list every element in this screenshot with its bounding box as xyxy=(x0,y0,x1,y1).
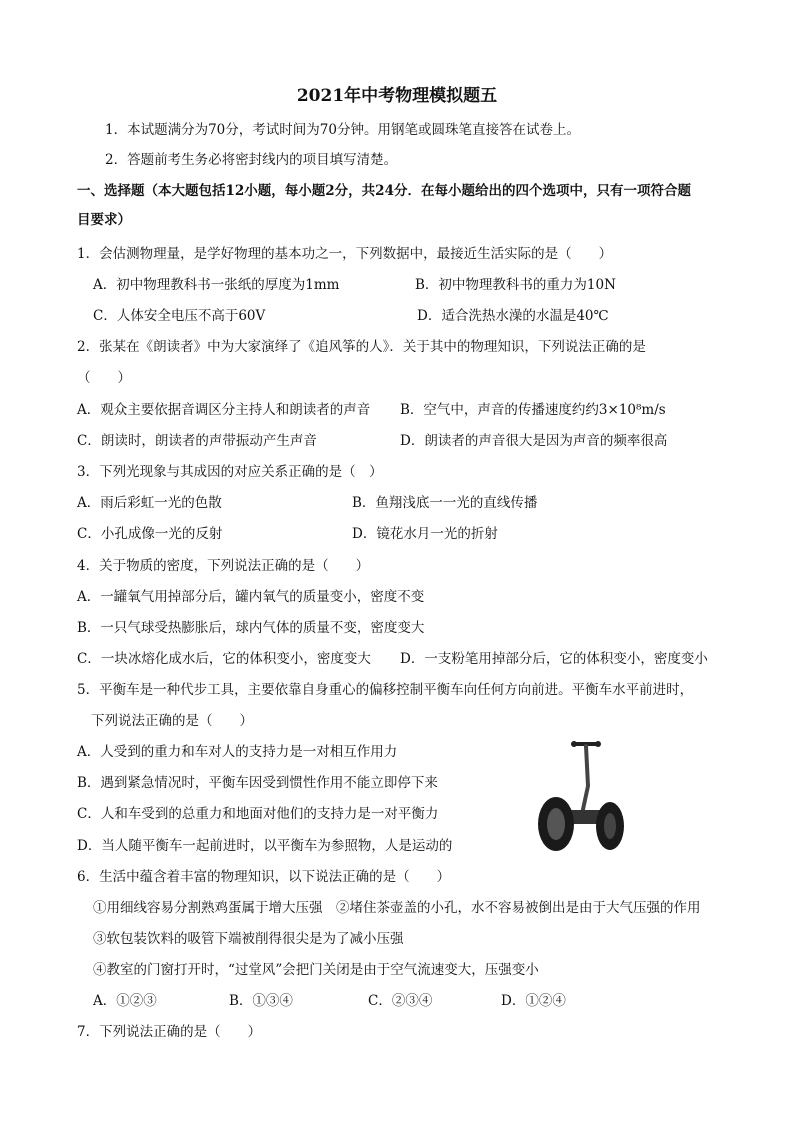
question-6-statement-3: ③软包装饮料的吸管下端被削得很尖是为了减小压强 xyxy=(93,931,404,947)
question-2-option-d: D．朗读者的声音很大是因为声音的频率很高 xyxy=(400,433,668,449)
question-1-option-a: A．初中物理教科书一张纸的厚度为1mm xyxy=(93,277,340,293)
section-heading-line-1: 一、选择题（本大题包括12小题，每小题2分，共24分．在每小题给出的四个选项中，只有一项符合题 xyxy=(77,183,691,199)
question-6-statement-1-2: ①用细线容易分割熟鸡蛋属于增大压强 ②堵住茶壶盖的小孔，水不容易被倒出是由于大气压强的作用 xyxy=(93,900,701,916)
question-5-stem-line-2: 下列说法正确的是（ ） xyxy=(91,713,253,729)
question-6-option-d: D．①②④ xyxy=(501,993,566,1009)
question-6-option-b: B．①③④ xyxy=(229,993,293,1009)
question-2-stem: 2．张某在《朗读者》中为大家演绎了《追风筝的人》．关于其中的物理知识，下列说法正确的是 xyxy=(77,339,646,355)
question-2-option-a: A．观众主要依据音调区分主持人和朗读者的声音 xyxy=(77,402,371,418)
exam-title: 2021年中考物理模拟题五 xyxy=(296,86,498,106)
question-1-option-b: B．初中物理教科书的重力为10N xyxy=(415,277,616,293)
question-4-option-c: C．一块冰熔化成水后，它的体积变小，密度变大 xyxy=(77,651,371,667)
question-1-stem: 1．会估测物理量，是学好物理的基本功之一，下列数据中，最接近生活实际的是（ ） xyxy=(77,246,613,262)
question-6-option-c: C．②③④ xyxy=(368,993,433,1009)
question-2-option-c: C．朗读时，朗读者的声带振动产生声音 xyxy=(77,433,317,449)
balance-scooter-image xyxy=(530,736,630,856)
question-7-stem: 7．下列说法正确的是（ ） xyxy=(77,1024,262,1040)
note-2: 2．答题前考生务必将密封线内的项目填写清楚。 xyxy=(105,152,398,168)
question-5-option-c: C．人和车受到的总重力和地面对他们的支持力是一对平衡力 xyxy=(77,806,439,822)
question-4-option-a: A．一罐氧气用掉部分后，罐内氧气的质量变小，密度不变 xyxy=(77,589,425,605)
question-3-option-d: D．镜花水月一光的折射 xyxy=(352,526,498,542)
question-5-stem-line-1: 5．平衡车是一种代步工具，主要依靠自身重心的偏移控制平衡车向任何方向前进。平衡车水平前进时， xyxy=(77,682,694,698)
question-3-option-a: A．雨后彩虹一光的色散 xyxy=(77,495,222,511)
question-6-stem: 6．生活中蕴含着丰富的物理知识，以下说法正确的是（ ） xyxy=(77,869,451,885)
question-6-statement-4: ④教室的门窗打开时，“过堂风”会把门关闭是由于空气流速变大，压强变小 xyxy=(93,962,539,978)
question-5-option-a: A．人受到的重力和车对人的支持力是一对相互作用力 xyxy=(77,744,398,760)
question-4-option-d: D．一支粉笔用掉部分后，它的体积变小，密度变小 xyxy=(400,651,708,667)
section-heading-line-2: 目要求） xyxy=(77,212,131,228)
question-5-option-b: B．遇到紧急情况时，平衡车因受到惯性作用不能立即停下来 xyxy=(77,775,438,791)
question-3-option-b: B．鱼翔浅底一一光的直线传播 xyxy=(352,495,538,511)
question-1-option-d: D．适合洗热水澡的水温是40℃ xyxy=(417,308,609,324)
question-2-option-b: B．空气中，声音的传播速度约约3×10⁸m/s xyxy=(400,402,666,418)
question-3-stem: 3．下列光现象与其成因的对应关系正确的是（ ） xyxy=(77,464,383,480)
question-2-paren: （ ） xyxy=(77,370,131,386)
question-3-option-c: C．小孔成像一光的反射 xyxy=(77,526,223,542)
question-1-option-c: C．人体安全电压不高于60V xyxy=(93,308,266,324)
question-6-option-a: A．①②③ xyxy=(93,993,157,1009)
question-5-option-d: D．当人随平衡车一起前进时，以平衡车为参照物，人是运动的 xyxy=(77,838,453,854)
question-4-option-b: B．一只气球受热膨胀后，球内气体的质量不变，密度变大 xyxy=(77,620,425,636)
question-4-stem: 4．关于物质的密度，下列说法正确的是（ ） xyxy=(77,558,370,574)
note-1: 1．本试题满分为70分，考试时间为70分钟。用钢笔或圆珠笔直接答在试卷上。 xyxy=(105,122,580,138)
